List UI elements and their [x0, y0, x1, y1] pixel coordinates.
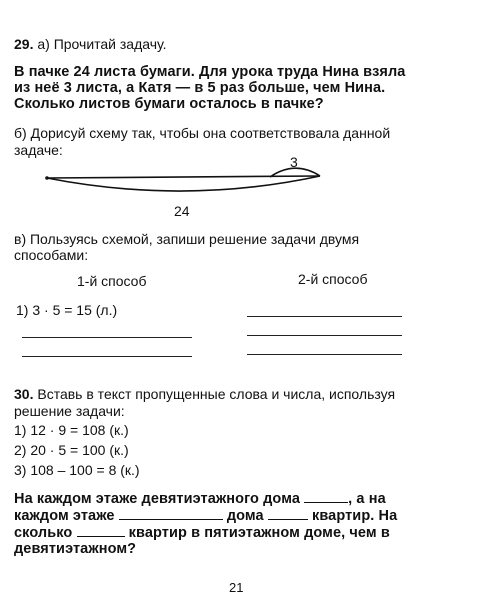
- scheme-segment-line: [47, 176, 320, 178]
- part-b-line-1: б) Дорисуй схему так, чтобы она соответствовала данной: [14, 125, 391, 141]
- scheme-label-3: 3: [290, 154, 298, 170]
- fill-text-1a: На каждом этаже девятиэтажного дома: [14, 491, 301, 507]
- scheme-label-24: 24: [174, 203, 190, 219]
- blank-4[interactable]: [77, 524, 125, 537]
- task-30-intro-line-2: решение задачи:: [14, 403, 125, 419]
- blank-1[interactable]: [304, 490, 348, 503]
- method-2-header: 2-й способ: [298, 271, 368, 287]
- fill-text-2b: дома: [226, 508, 264, 524]
- problem-line-1: В пачке 24 листа бумаги. Для урока труда Нина взяла: [14, 64, 406, 80]
- method-1-line-1: 1) 3 · 5 = 15 (л.): [16, 302, 118, 318]
- method-1-answer-line-3[interactable]: [22, 356, 192, 357]
- task-30-step-1: 1) 12 · 9 = 108 (к.): [14, 422, 129, 438]
- part-v-line-2: способами:: [14, 247, 89, 263]
- fill-line-3: [14, 524, 390, 542]
- fill-text-3b: квартир в пятиэтажном доме, чем в: [128, 525, 390, 541]
- part-b-line-2: задаче:: [14, 142, 63, 158]
- task-30-number: 30.: [14, 386, 34, 402]
- method-2-answer-line-3[interactable]: [247, 354, 402, 355]
- page-number: 21: [229, 580, 244, 595]
- method-1-answer-line-2[interactable]: [22, 337, 192, 338]
- task-30-intro-line-1: [14, 386, 395, 403]
- task-29-part-a: а) Прочитай задачу.: [37, 36, 167, 52]
- task-29-number: 29.: [14, 36, 34, 52]
- blank-2[interactable]: [119, 507, 223, 520]
- task-30-step-2: 2) 20 · 5 = 100 (к.): [14, 442, 129, 458]
- problem-line-3: Сколько листов бумаги осталось в пачке?: [14, 96, 324, 112]
- fill-text-3a: сколько: [14, 525, 73, 541]
- problem-line-2: из неё 3 листа, а Катя — в 5 раз больше, чем Нина.: [14, 80, 386, 96]
- fill-line-2: [14, 507, 397, 525]
- fill-line-4: девятиэтажном?: [14, 541, 137, 557]
- part-v-line-1: в) Пользуясь схемой, запиши решение задачи двумя: [14, 231, 360, 247]
- fill-line-1: [14, 490, 386, 508]
- blank-3[interactable]: [268, 507, 308, 520]
- scheme-start-dot: [45, 176, 49, 180]
- fill-text-2a: каждом этаже: [14, 508, 115, 524]
- method-1-header: 1-й способ: [77, 273, 147, 289]
- fill-text-1b: , а на: [348, 491, 386, 507]
- method-2-answer-line-2[interactable]: [247, 335, 402, 336]
- method-2-answer-line-1[interactable]: [247, 316, 402, 317]
- task-30-intro-text: Вставь в текст пропущенные слова и числа, используя: [37, 386, 396, 402]
- task-30-step-3: 3) 108 – 100 = 8 (к.): [14, 462, 140, 478]
- fill-text-2c: квартир. На: [312, 508, 398, 524]
